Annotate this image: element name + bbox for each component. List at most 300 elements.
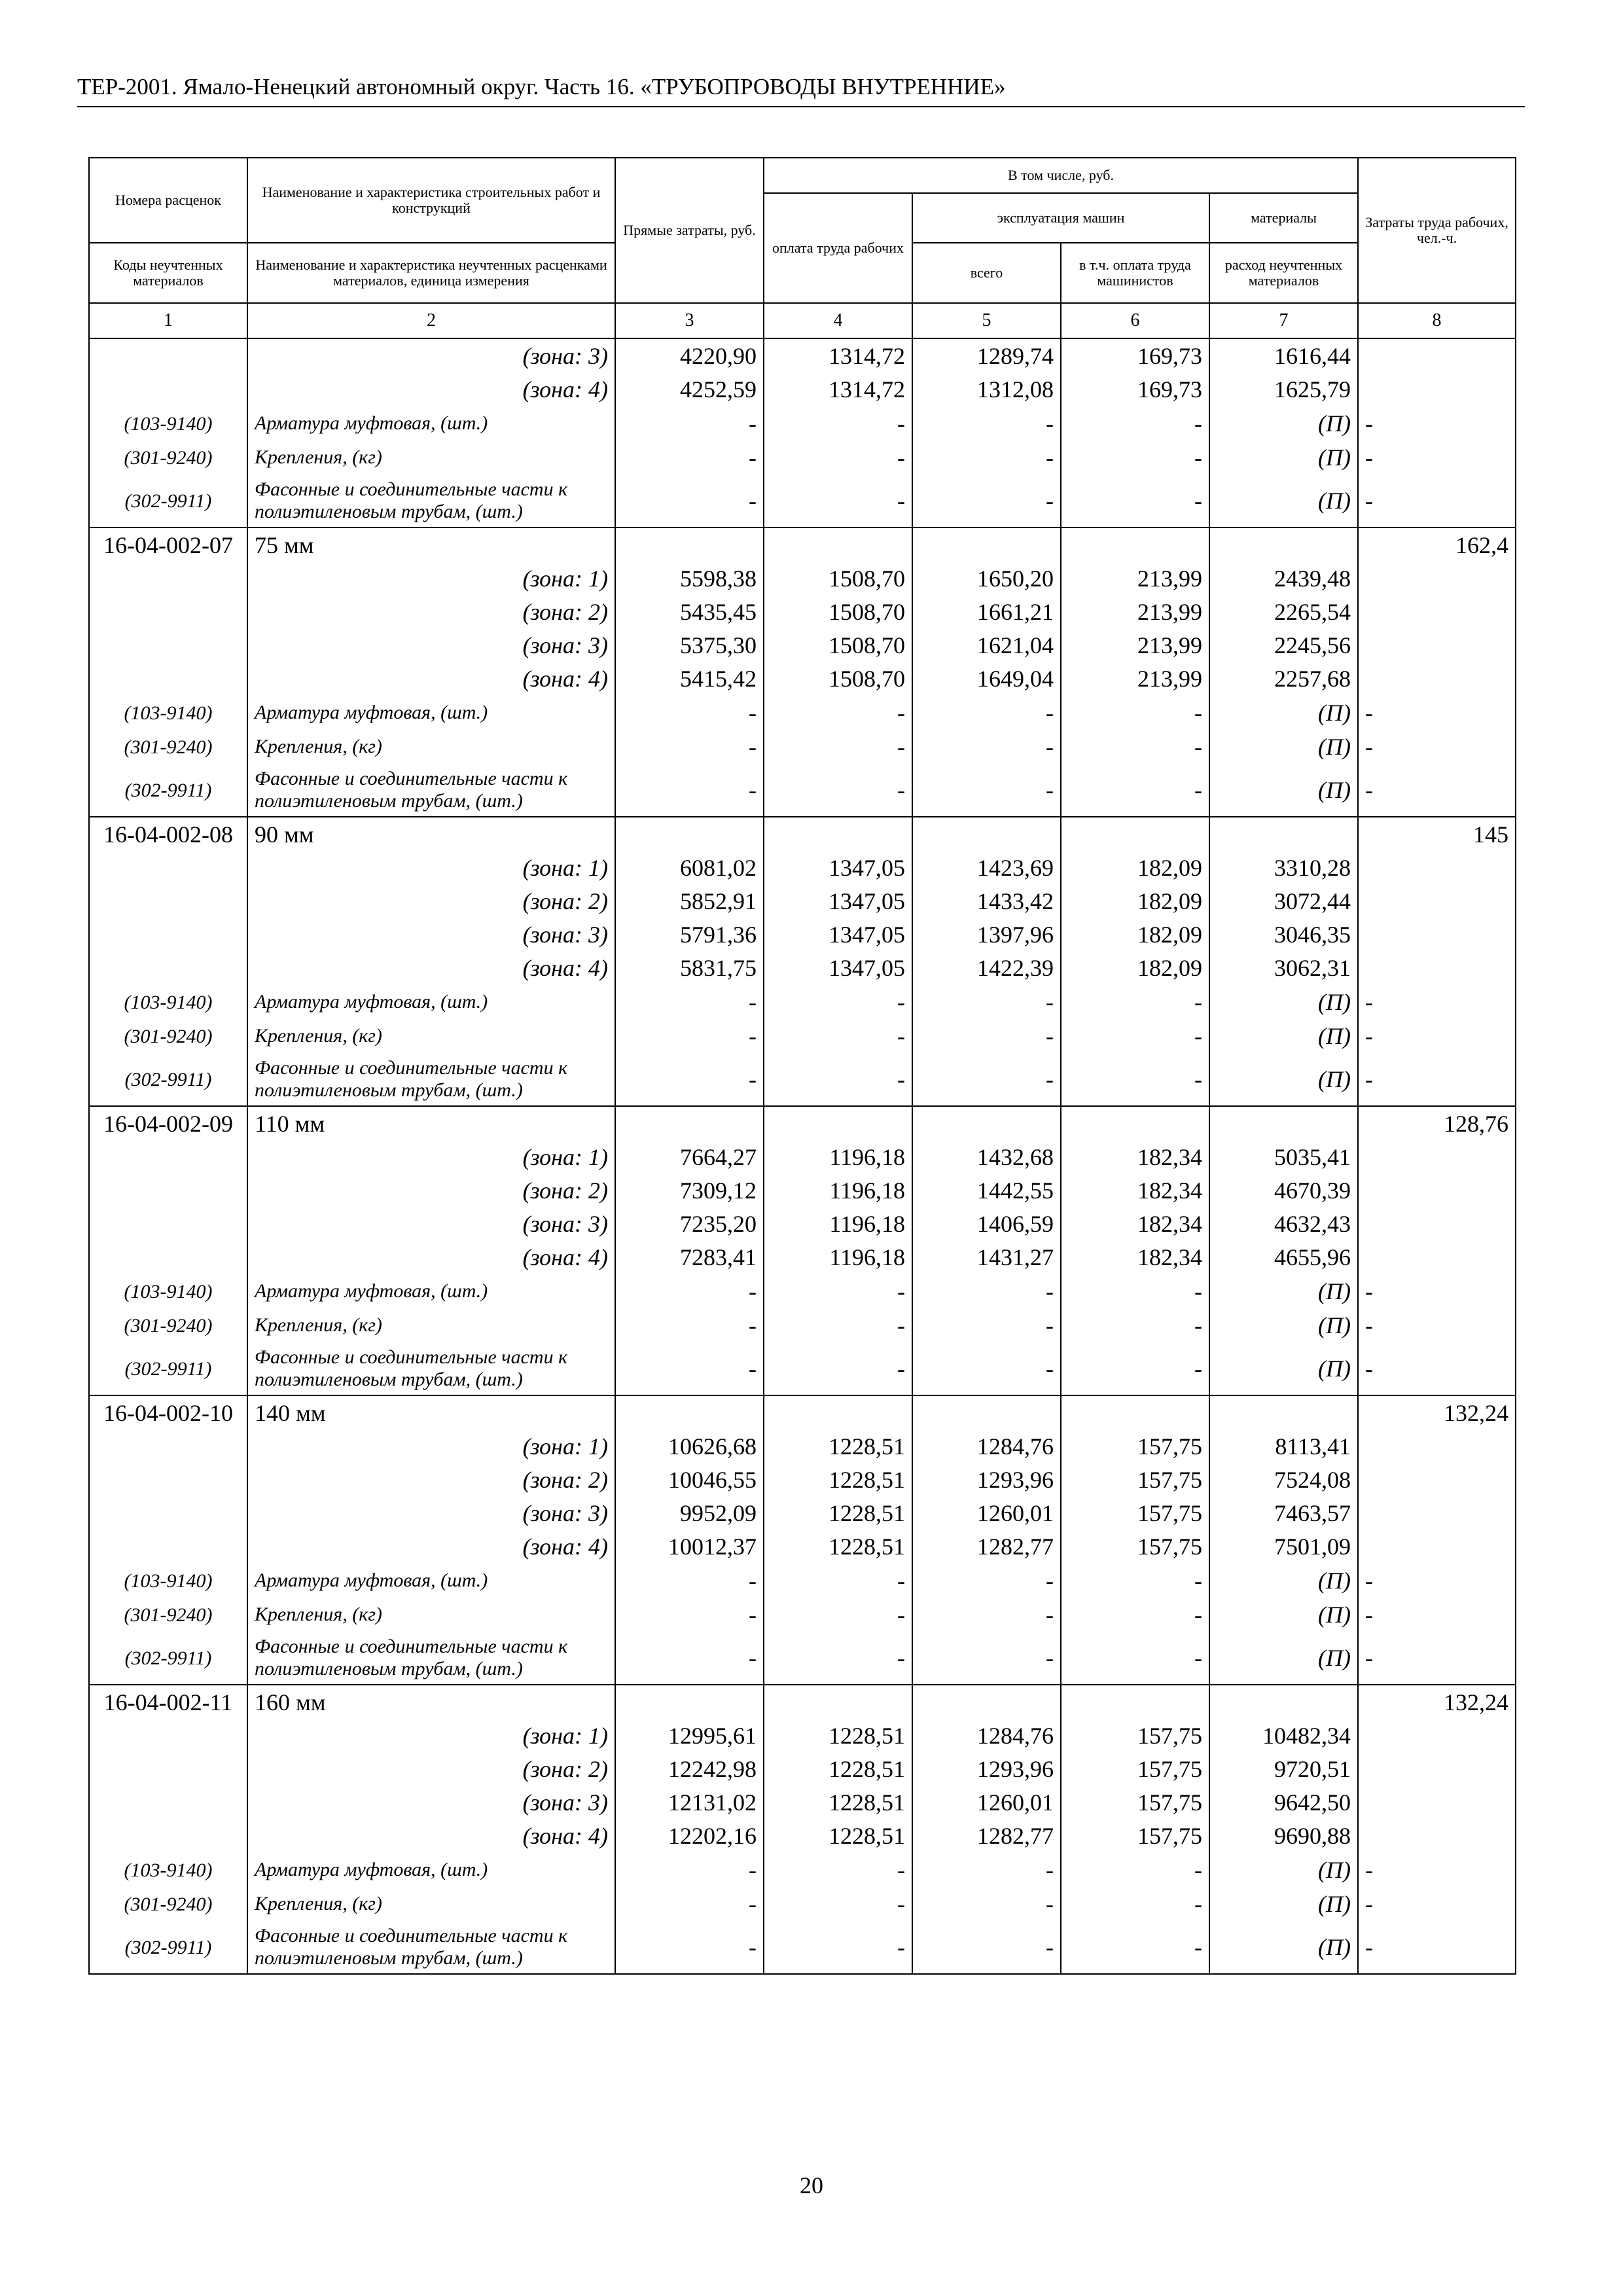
labor-hours: 162,4	[1358, 528, 1516, 562]
material-row	[89, 1598, 1516, 1632]
machines-total: 1650,20	[912, 562, 1061, 596]
machinist-pay: 169,73	[1061, 373, 1209, 406]
machines-total: 1284,76	[912, 1719, 1061, 1753]
material-row	[89, 1564, 1516, 1598]
materials-cost: 2439,48	[1209, 562, 1358, 596]
zone-label: (зона: 2)	[247, 596, 615, 629]
labor-hours: 132,24	[1358, 1685, 1516, 1719]
empty-cell	[89, 1241, 247, 1274]
zone-label: (зона: 1)	[247, 1141, 615, 1174]
empty-cell	[615, 1685, 764, 1719]
dash: -	[912, 475, 1061, 528]
dash: -	[615, 764, 764, 817]
hdr-in-total: В том числе, руб.	[764, 158, 1358, 193]
empty-cell	[1061, 528, 1209, 562]
dash: -	[1358, 1887, 1516, 1921]
empty-cell	[1061, 1685, 1209, 1719]
machines-total: 1282,77	[912, 1530, 1061, 1564]
zone-row	[89, 1786, 1516, 1820]
material-name: Арматура муфтовая, (шт.)	[247, 1564, 615, 1598]
zone-label: (зона: 3)	[247, 629, 615, 662]
machines-total: 1422,39	[912, 952, 1061, 985]
dash: -	[764, 730, 912, 764]
dash: -	[615, 1342, 764, 1395]
rate-group-row	[89, 817, 1516, 852]
machinist-pay: 182,09	[1061, 885, 1209, 918]
empty-cell	[1358, 1786, 1516, 1820]
empty-cell	[1358, 1208, 1516, 1241]
direct-costs: 7235,20	[615, 1208, 764, 1241]
dash: -	[764, 1308, 912, 1342]
material-name: Крепления, (кг)	[247, 1308, 615, 1342]
material-mark: (П)	[1209, 1887, 1358, 1921]
header-rule	[77, 106, 1525, 107]
dash: -	[1061, 1019, 1209, 1053]
hdr-labor-costs: Затраты труда рабочих, чел.-ч.	[1358, 158, 1516, 303]
dash: -	[1358, 696, 1516, 730]
dash: -	[912, 1632, 1061, 1685]
empty-cell	[764, 817, 912, 852]
machinist-pay: 157,75	[1061, 1786, 1209, 1820]
material-row	[89, 475, 1516, 528]
empty-cell	[89, 952, 247, 985]
dash: -	[912, 696, 1061, 730]
dash: -	[1061, 440, 1209, 475]
materials-cost: 7501,09	[1209, 1530, 1358, 1564]
zone-row	[89, 562, 1516, 596]
col-number: 7	[1209, 303, 1358, 338]
dash: -	[912, 1019, 1061, 1053]
machines-total: 1431,27	[912, 1241, 1061, 1274]
direct-costs: 5435,45	[615, 596, 764, 629]
machines-total: 1293,96	[912, 1463, 1061, 1497]
rate-code: 16-04-002-09	[89, 1106, 247, 1141]
machines-total: 1260,01	[912, 1786, 1061, 1820]
materials-cost: 9690,88	[1209, 1820, 1358, 1853]
dash: -	[1358, 440, 1516, 475]
dash: -	[764, 1887, 912, 1921]
zone-row	[89, 1208, 1516, 1241]
material-name: Крепления, (кг)	[247, 1598, 615, 1632]
dash: -	[1061, 985, 1209, 1019]
direct-costs: 9952,09	[615, 1497, 764, 1530]
material-row	[89, 730, 1516, 764]
empty-cell	[1358, 662, 1516, 696]
empty-cell	[89, 885, 247, 918]
materials-cost: 2265,54	[1209, 596, 1358, 629]
dash: -	[912, 1342, 1061, 1395]
dash: -	[1358, 1632, 1516, 1685]
materials-cost: 9720,51	[1209, 1753, 1358, 1786]
material-mark: (П)	[1209, 730, 1358, 764]
col-number: 1	[89, 303, 247, 338]
material-row	[89, 1308, 1516, 1342]
labor-pay: 1508,70	[764, 629, 912, 662]
price-table	[88, 157, 1516, 1975]
zone-row	[89, 852, 1516, 885]
machines-total: 1260,01	[912, 1497, 1061, 1530]
zone-row	[89, 1141, 1516, 1174]
empty-cell	[764, 1106, 912, 1141]
empty-cell	[89, 1530, 247, 1564]
material-row	[89, 440, 1516, 475]
empty-cell	[1358, 885, 1516, 918]
empty-cell	[912, 528, 1061, 562]
empty-cell	[89, 1208, 247, 1241]
empty-cell	[615, 1395, 764, 1430]
dash: -	[615, 475, 764, 528]
machines-total: 1649,04	[912, 662, 1061, 696]
zone-label: (зона: 4)	[247, 1241, 615, 1274]
labor-pay: 1228,51	[764, 1753, 912, 1786]
empty-cell	[1358, 1463, 1516, 1497]
machines-total: 1312,08	[912, 373, 1061, 406]
dash: -	[1061, 475, 1209, 528]
dash: -	[764, 475, 912, 528]
empty-cell	[89, 1497, 247, 1530]
materials-cost: 2245,56	[1209, 629, 1358, 662]
empty-cell	[1358, 1141, 1516, 1174]
machinist-pay: 182,34	[1061, 1241, 1209, 1274]
dash: -	[615, 1274, 764, 1308]
material-name: Арматура муфтовая, (шт.)	[247, 985, 615, 1019]
material-mark: (П)	[1209, 1053, 1358, 1106]
rate-code: 16-04-002-10	[89, 1395, 247, 1430]
direct-costs: 5415,42	[615, 662, 764, 696]
empty-cell	[89, 373, 247, 406]
zone-label: (зона: 1)	[247, 562, 615, 596]
hdr-direct-costs: Прямые затраты, руб.	[615, 158, 764, 303]
material-code: (302-9911)	[89, 475, 247, 528]
dash: -	[912, 440, 1061, 475]
material-row	[89, 406, 1516, 440]
empty-cell	[1358, 1430, 1516, 1463]
dash: -	[764, 1632, 912, 1685]
machines-total: 1282,77	[912, 1820, 1061, 1853]
machines-total: 1442,55	[912, 1174, 1061, 1208]
rate-name: 140 мм	[247, 1395, 615, 1430]
zone-label: (зона: 4)	[247, 1820, 615, 1853]
zone-row	[89, 1820, 1516, 1853]
zone-row	[89, 918, 1516, 952]
empty-cell	[1358, 1174, 1516, 1208]
empty-cell	[1358, 1530, 1516, 1564]
dash: -	[1061, 1853, 1209, 1887]
materials-cost: 3062,31	[1209, 952, 1358, 985]
empty-cell	[89, 1719, 247, 1753]
dash: -	[912, 1274, 1061, 1308]
dash: -	[1358, 406, 1516, 440]
dash: -	[764, 440, 912, 475]
machinist-pay: 213,99	[1061, 662, 1209, 696]
empty-cell	[89, 1786, 247, 1820]
zone-row	[89, 1463, 1516, 1497]
labor-pay: 1228,51	[764, 1786, 912, 1820]
rate-group-row	[89, 528, 1516, 562]
rate-code: 16-04-002-11	[89, 1685, 247, 1719]
material-name: Крепления, (кг)	[247, 1887, 615, 1921]
hdr-machines: эксплуатация машин	[912, 193, 1209, 243]
zone-label: (зона: 4)	[247, 662, 615, 696]
material-row	[89, 1921, 1516, 1974]
machinist-pay: 182,09	[1061, 952, 1209, 985]
zone-row	[89, 629, 1516, 662]
empty-cell	[89, 1753, 247, 1786]
material-mark: (П)	[1209, 1853, 1358, 1887]
zone-label: (зона: 2)	[247, 885, 615, 918]
rate-name: 75 мм	[247, 528, 615, 562]
machinist-pay: 157,75	[1061, 1463, 1209, 1497]
rate-name: 160 мм	[247, 1685, 615, 1719]
dash: -	[1061, 696, 1209, 730]
labor-hours: 145	[1358, 817, 1516, 852]
labor-pay: 1347,05	[764, 918, 912, 952]
empty-cell	[1358, 1497, 1516, 1530]
materials-cost: 4655,96	[1209, 1241, 1358, 1274]
machines-total: 1289,74	[912, 338, 1061, 373]
dash: -	[764, 1853, 912, 1887]
empty-cell	[89, 918, 247, 952]
material-mark: (П)	[1209, 440, 1358, 475]
dash: -	[615, 1019, 764, 1053]
zone-label: (зона: 2)	[247, 1174, 615, 1208]
material-code: (302-9911)	[89, 764, 247, 817]
material-code: (103-9140)	[89, 406, 247, 440]
zone-label: (зона: 1)	[247, 1719, 615, 1753]
material-mark: (П)	[1209, 1019, 1358, 1053]
empty-cell	[89, 1430, 247, 1463]
machinist-pay: 213,99	[1061, 596, 1209, 629]
material-mark: (П)	[1209, 406, 1358, 440]
direct-costs: 4220,90	[615, 338, 764, 373]
empty-cell	[615, 528, 764, 562]
hdr-incl-machinist: в т.ч. оплата труда машинистов	[1061, 243, 1209, 303]
dash: -	[764, 1274, 912, 1308]
material-mark: (П)	[1209, 1921, 1358, 1974]
dash: -	[615, 1308, 764, 1342]
labor-pay: 1228,51	[764, 1497, 912, 1530]
hdr-work-name: Наименование и характеристика строительных работ и конструкций	[247, 158, 615, 243]
labor-pay: 1314,72	[764, 338, 912, 373]
empty-cell	[912, 817, 1061, 852]
zone-row	[89, 1174, 1516, 1208]
machines-total: 1397,96	[912, 918, 1061, 952]
dash: -	[912, 1053, 1061, 1106]
labor-pay: 1228,51	[764, 1719, 912, 1753]
materials-cost: 5035,41	[1209, 1141, 1358, 1174]
dash: -	[912, 1887, 1061, 1921]
zone-label: (зона: 3)	[247, 1786, 615, 1820]
empty-cell	[89, 596, 247, 629]
dash: -	[912, 406, 1061, 440]
empty-cell	[912, 1685, 1061, 1719]
machinist-pay: 157,75	[1061, 1530, 1209, 1564]
dash: -	[615, 730, 764, 764]
dash: -	[1358, 730, 1516, 764]
empty-cell	[1209, 528, 1358, 562]
material-name: Арматура муфтовая, (шт.)	[247, 1853, 615, 1887]
dash: -	[764, 406, 912, 440]
rate-group-row	[89, 1106, 1516, 1141]
dash: -	[912, 764, 1061, 817]
empty-cell	[89, 629, 247, 662]
dash: -	[764, 1598, 912, 1632]
direct-costs: 12995,61	[615, 1719, 764, 1753]
direct-costs: 7283,41	[615, 1241, 764, 1274]
dash: -	[1358, 475, 1516, 528]
dash: -	[912, 1598, 1061, 1632]
direct-costs: 12242,98	[615, 1753, 764, 1786]
empty-cell	[1061, 1106, 1209, 1141]
dash: -	[764, 1019, 912, 1053]
labor-pay: 1228,51	[764, 1820, 912, 1853]
empty-cell	[1358, 629, 1516, 662]
material-mark: (П)	[1209, 985, 1358, 1019]
empty-cell	[912, 1395, 1061, 1430]
empty-cell	[615, 1106, 764, 1141]
empty-cell	[1358, 338, 1516, 373]
material-name: Фасонные и соединительные части к полиэтиленовым трубам, (шт.)	[247, 1632, 615, 1685]
empty-cell	[89, 1820, 247, 1853]
material-name: Крепления, (кг)	[247, 440, 615, 475]
dash: -	[1358, 1274, 1516, 1308]
direct-costs: 4252,59	[615, 373, 764, 406]
material-row	[89, 985, 1516, 1019]
dash: -	[1358, 1853, 1516, 1887]
zone-row	[89, 662, 1516, 696]
zone-row	[89, 1753, 1516, 1786]
dash: -	[615, 1887, 764, 1921]
material-mark: (П)	[1209, 475, 1358, 528]
empty-cell	[1061, 817, 1209, 852]
hdr-rate-numbers: Номера расценок	[89, 158, 247, 243]
direct-costs: 5375,30	[615, 629, 764, 662]
dash: -	[764, 1053, 912, 1106]
material-code: (302-9911)	[89, 1921, 247, 1974]
materials-cost: 1616,44	[1209, 338, 1358, 373]
material-name: Фасонные и соединительные части к полиэтиленовым трубам, (шт.)	[247, 1342, 615, 1395]
machines-total: 1433,42	[912, 885, 1061, 918]
dash: -	[912, 985, 1061, 1019]
material-row	[89, 1887, 1516, 1921]
hdr-mat-consumption: расход неучтенных материалов	[1209, 243, 1358, 303]
materials-cost: 7463,57	[1209, 1497, 1358, 1530]
machinist-pay: 157,75	[1061, 1497, 1209, 1530]
empty-cell	[89, 852, 247, 885]
machines-total: 1406,59	[912, 1208, 1061, 1241]
materials-cost: 2257,68	[1209, 662, 1358, 696]
zone-label: (зона: 4)	[247, 373, 615, 406]
dash: -	[764, 1564, 912, 1598]
labor-pay: 1196,18	[764, 1174, 912, 1208]
material-code: (301-9240)	[89, 1887, 247, 1921]
rate-group-row	[89, 1685, 1516, 1719]
hdr-materials: материалы	[1209, 193, 1358, 243]
zone-row	[89, 1530, 1516, 1564]
dash: -	[1061, 1342, 1209, 1395]
material-mark: (П)	[1209, 764, 1358, 817]
empty-cell	[1358, 562, 1516, 596]
zone-row	[89, 1497, 1516, 1530]
dash: -	[615, 1632, 764, 1685]
zone-label: (зона: 3)	[247, 1208, 615, 1241]
direct-costs: 5852,91	[615, 885, 764, 918]
zone-label: (зона: 3)	[247, 1497, 615, 1530]
material-name: Фасонные и соединительные части к полиэтиленовым трубам, (шт.)	[247, 1921, 615, 1974]
material-name: Фасонные и соединительные части к полиэтиленовым трубам, (шт.)	[247, 764, 615, 817]
machines-total: 1432,68	[912, 1141, 1061, 1174]
dash: -	[1358, 1053, 1516, 1106]
dash: -	[912, 1308, 1061, 1342]
labor-pay: 1347,05	[764, 852, 912, 885]
material-mark: (П)	[1209, 1308, 1358, 1342]
material-row	[89, 1853, 1516, 1887]
material-mark: (П)	[1209, 1274, 1358, 1308]
labor-pay: 1347,05	[764, 952, 912, 985]
machinist-pay: 182,34	[1061, 1208, 1209, 1241]
direct-costs: 7309,12	[615, 1174, 764, 1208]
rate-code: 16-04-002-07	[89, 528, 247, 562]
materials-cost: 3072,44	[1209, 885, 1358, 918]
col-number: 6	[1061, 303, 1209, 338]
material-code: (301-9240)	[89, 730, 247, 764]
material-row	[89, 1053, 1516, 1106]
dash: -	[912, 1564, 1061, 1598]
page-number: 20	[800, 2172, 823, 2198]
material-name: Арматура муфтовая, (шт.)	[247, 1274, 615, 1308]
empty-cell	[89, 1141, 247, 1174]
dash: -	[912, 1921, 1061, 1974]
empty-cell	[1358, 1719, 1516, 1753]
col-number: 2	[247, 303, 615, 338]
zone-label: (зона: 3)	[247, 918, 615, 952]
empty-cell	[89, 1463, 247, 1497]
hdr-mat-name: Наименование и характеристика неучтенных расценками материалов, единица измерения	[247, 243, 615, 303]
labor-pay: 1228,51	[764, 1463, 912, 1497]
direct-costs: 6081,02	[615, 852, 764, 885]
dash: -	[764, 985, 912, 1019]
material-code: (302-9911)	[89, 1053, 247, 1106]
machinist-pay: 213,99	[1061, 629, 1209, 662]
direct-costs: 5598,38	[615, 562, 764, 596]
dash: -	[1358, 1308, 1516, 1342]
dash: -	[1358, 1564, 1516, 1598]
dash: -	[615, 1564, 764, 1598]
dash: -	[615, 1598, 764, 1632]
empty-cell	[1209, 1106, 1358, 1141]
empty-cell	[1358, 852, 1516, 885]
machinist-pay: 157,75	[1061, 1430, 1209, 1463]
material-mark: (П)	[1209, 1632, 1358, 1685]
labor-hours: 132,24	[1358, 1395, 1516, 1430]
dash: -	[1061, 1921, 1209, 1974]
dash: -	[615, 985, 764, 1019]
dash: -	[912, 730, 1061, 764]
labor-pay: 1228,51	[764, 1530, 912, 1564]
material-mark: (П)	[1209, 696, 1358, 730]
zone-row	[89, 1430, 1516, 1463]
page-header-title: ТЕР-2001. Ямало-Ненецкий автономный округ. Часть 16. «ТРУБОПРОВОДЫ ВНУТРЕННИЕ»	[77, 74, 1006, 99]
material-code: (103-9140)	[89, 985, 247, 1019]
direct-costs: 10626,68	[615, 1430, 764, 1463]
dash: -	[1061, 1564, 1209, 1598]
dash: -	[1061, 406, 1209, 440]
zone-label: (зона: 2)	[247, 1753, 615, 1786]
dash: -	[1061, 1598, 1209, 1632]
material-code: (301-9240)	[89, 1308, 247, 1342]
col-number: 4	[764, 303, 912, 338]
materials-cost: 1625,79	[1209, 373, 1358, 406]
